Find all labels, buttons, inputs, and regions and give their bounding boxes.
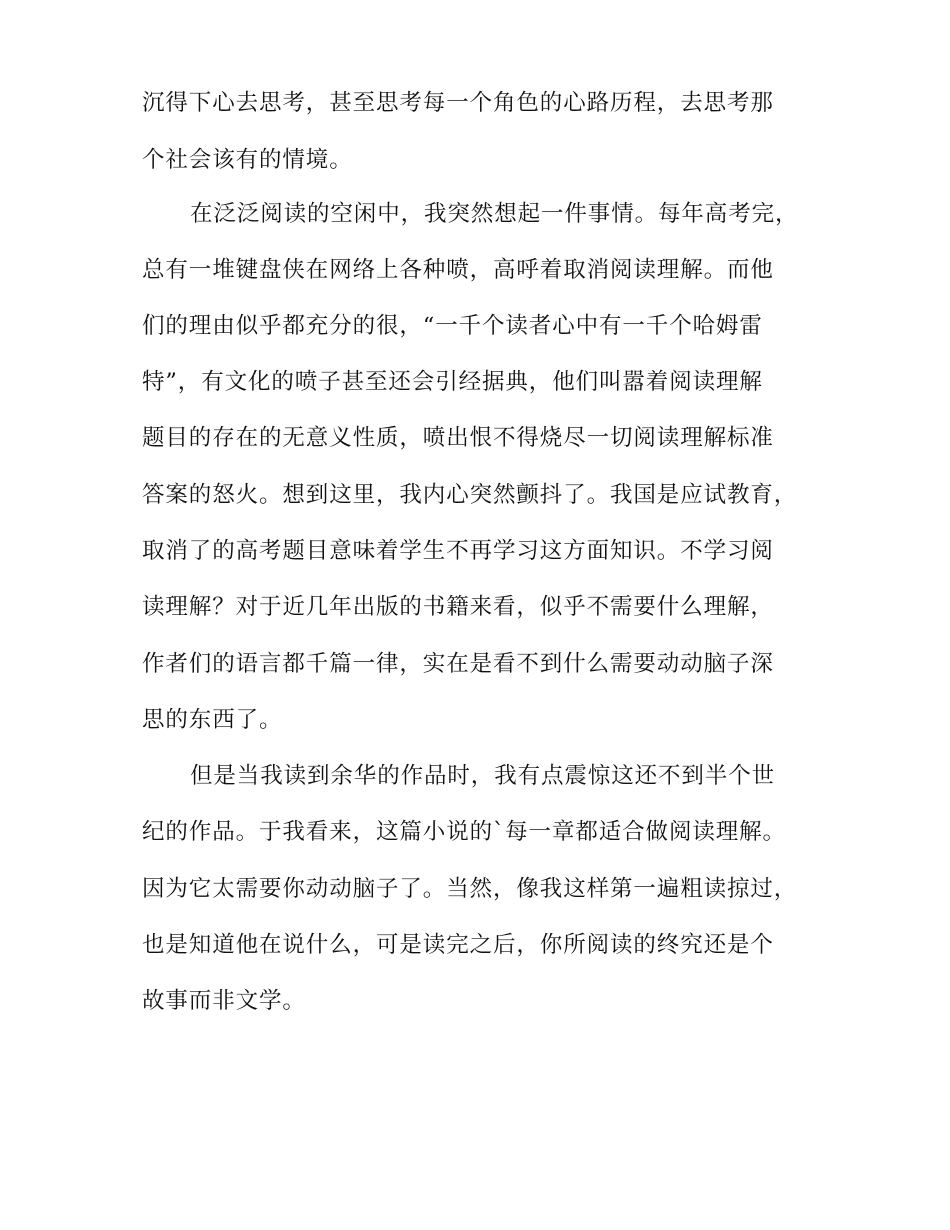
text-line: 答案的怒火。想到这里，我内心突然颤抖了。我国是应试教育，: [142, 482, 798, 508]
text-line: 读理解？对于近几年出版的书籍来看，似乎不需要什么理解，: [142, 594, 774, 620]
text-line: 沉得下心去思考，甚至思考每一个角色的心路历程，去思考那: [142, 90, 774, 116]
text-line: 个社会该有的情境。: [142, 147, 353, 173]
text-line: 思的东西了。: [142, 707, 283, 733]
text-line: 总有一堆键盘侠在网络上各种喷，高呼着取消阅读理解。而他: [142, 257, 774, 283]
text-line: 特”，有文化的喷子甚至还会引经据典，他们叫嚣着阅读理解: [142, 369, 763, 395]
text-line: 作者们的语言都千篇一律，实在是看不到什么需要动动脑子深: [142, 651, 774, 677]
text-line: 纪的作品。于我看来，这篇小说的`每一章都适合做阅读理解。: [142, 819, 786, 845]
paragraph-first-line: 在泛泛阅读的空闲中，我突然想起一件事情。每年高考完，: [190, 201, 799, 227]
paragraph-first-line: 但是当我读到余华的作品时，我有点震惊这还不到半个世: [190, 763, 776, 789]
text-line: 取消了的高考题目意味着学生不再学习这方面知识。不学习阅: [142, 538, 774, 564]
text-line: 题目的存在的无意义性质，喷出恨不得烧尽一切阅读理解标准: [142, 425, 774, 451]
text-line: 因为它太需要你动动脑子了。当然，像我这样第一遍粗读掠过，: [142, 876, 798, 902]
text-line: 也是知道他在说什么，可是读完之后，你所阅读的终究还是个: [142, 932, 774, 958]
text-line: 故事而非文学。: [142, 988, 306, 1014]
text-line: 们的理由似乎都充分的很，“一千个读者心中有一千个哈姆雷: [142, 313, 763, 339]
